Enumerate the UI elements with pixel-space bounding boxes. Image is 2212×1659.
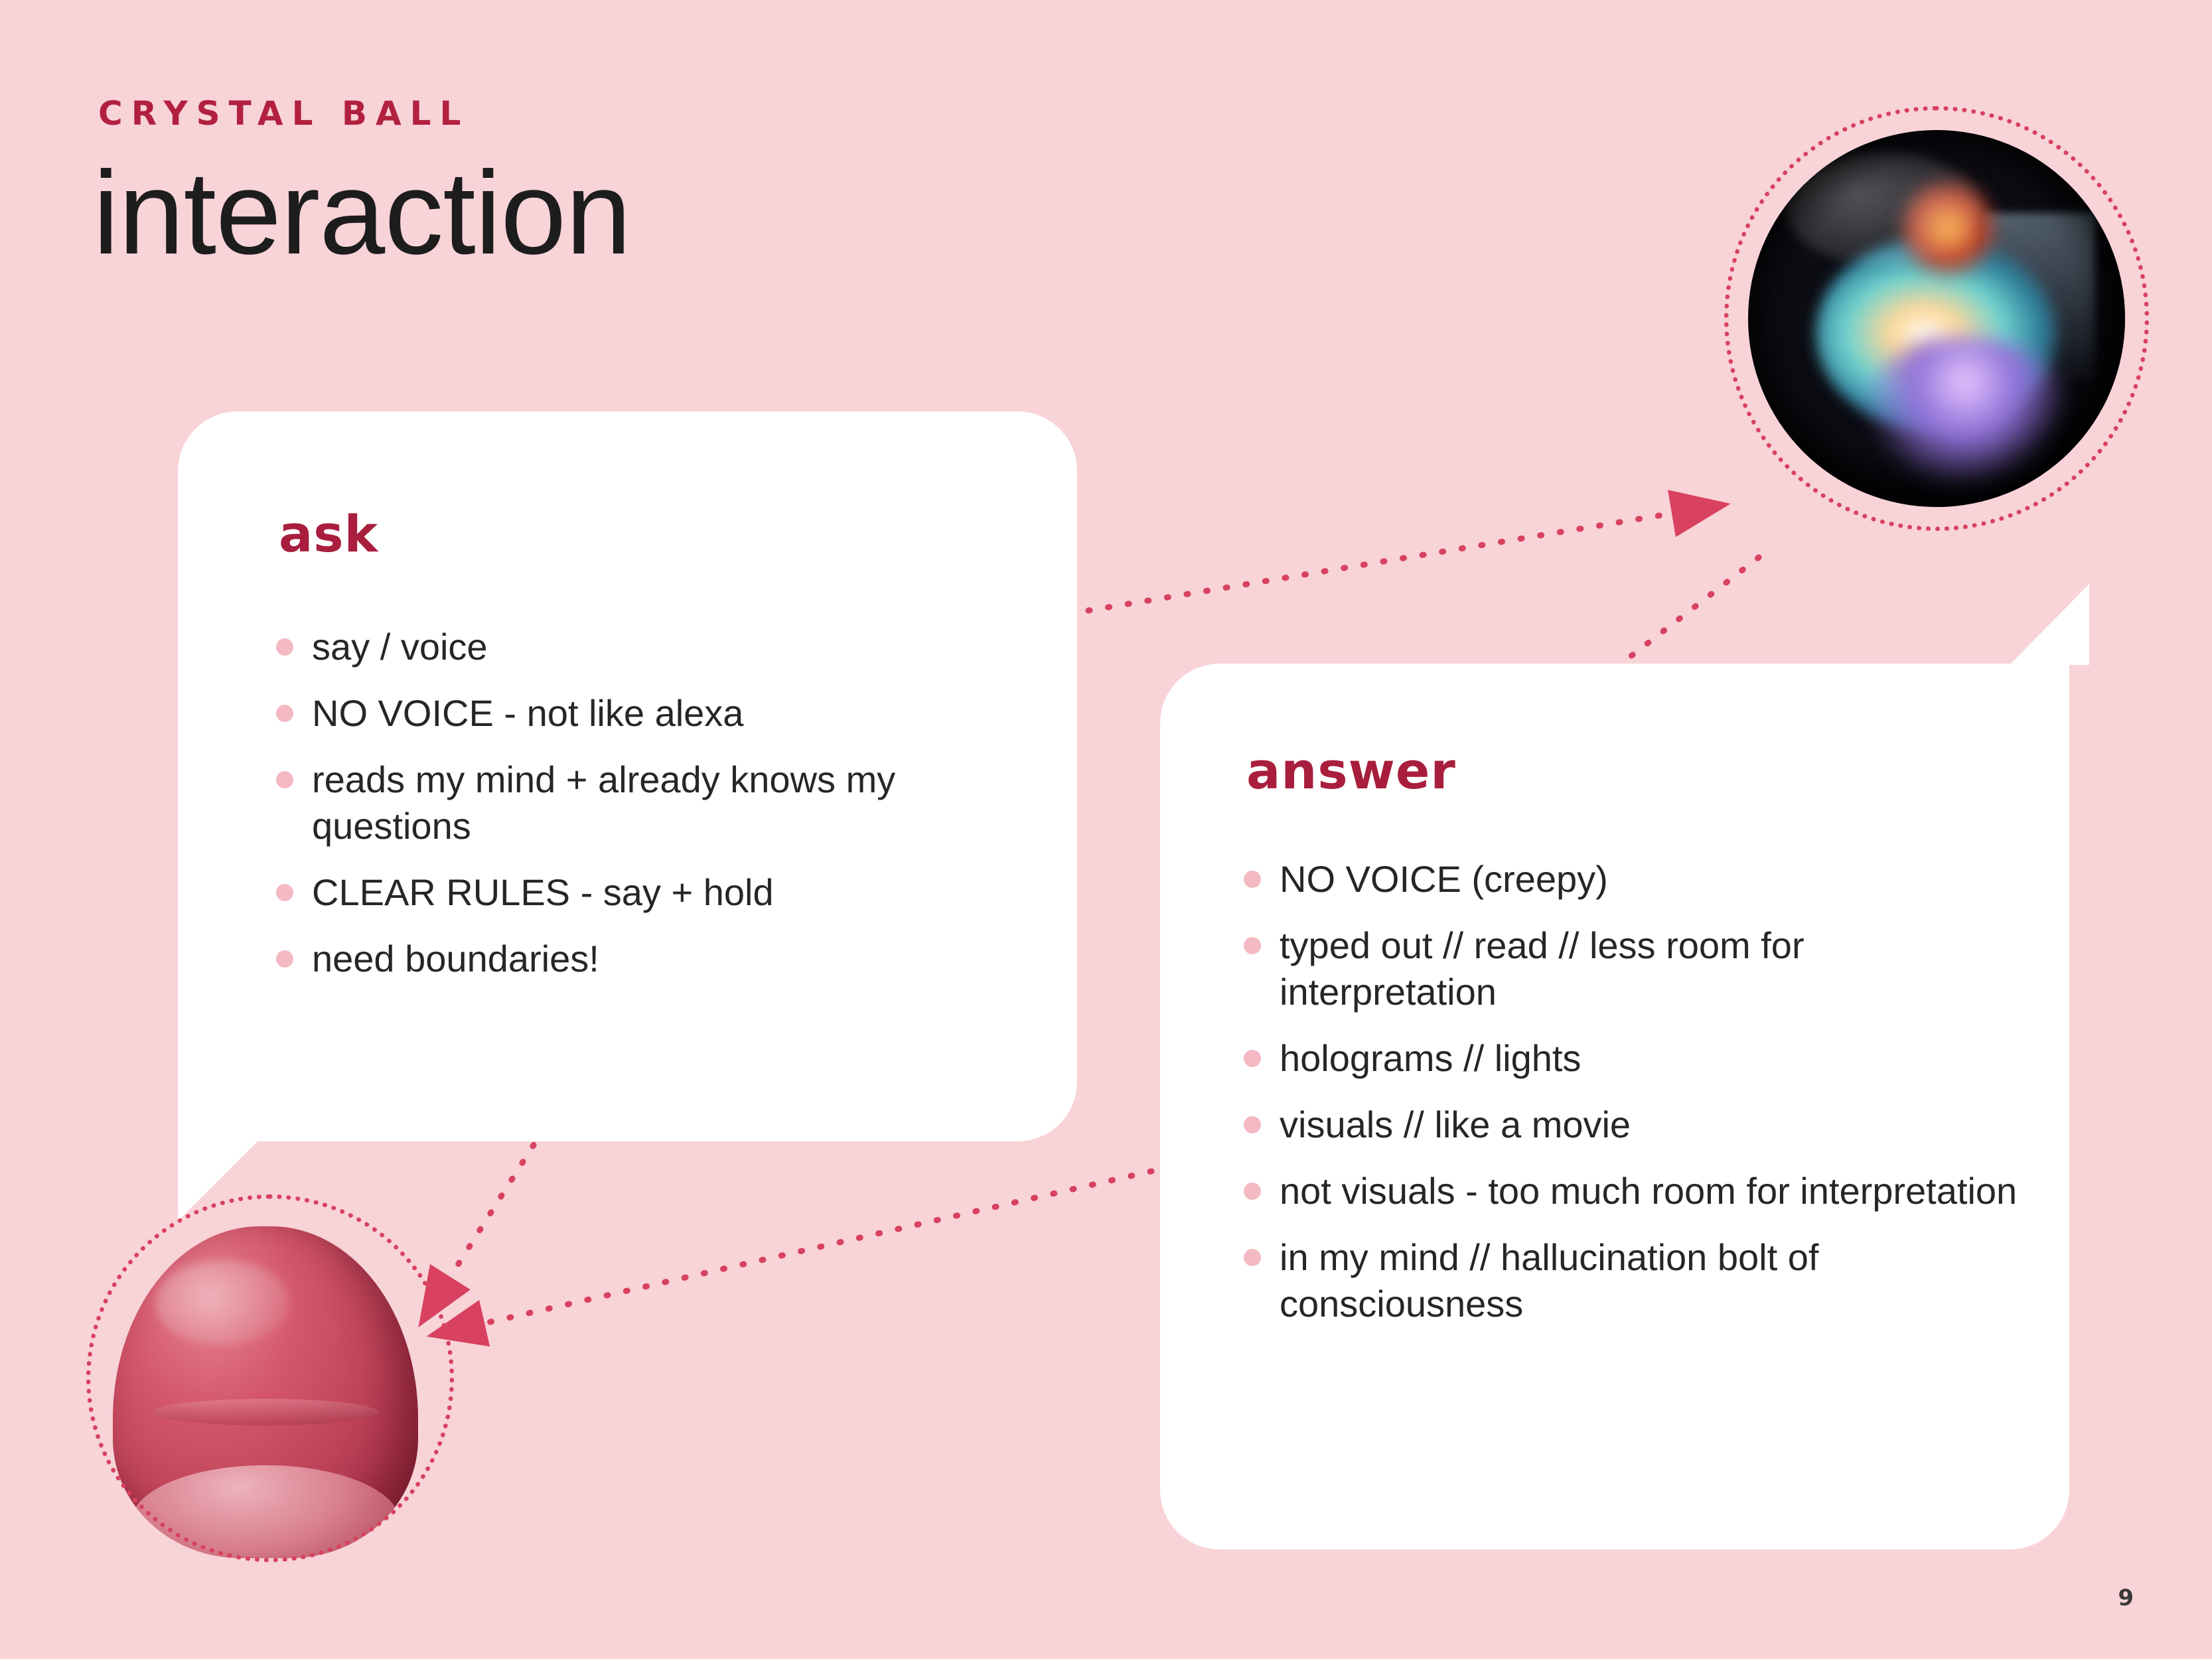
list-item: in my mind // hallucination bolt of consciousness [1238, 1234, 2025, 1327]
red-helmet-photo [86, 1194, 445, 1606]
list-item: NO VOICE - not like alexa [271, 690, 1014, 737]
arrow-ask-to-ball [1088, 506, 1719, 611]
list-item: typed out // read // less room for interpretation [1238, 922, 2025, 1015]
arrow-ball-to-answer [1613, 557, 1759, 670]
list-item: CLEAR RULES - say + hold [271, 869, 1014, 916]
page-title: interaction [93, 147, 631, 279]
ask-card-heading: ask [279, 504, 379, 563]
page-number: 9 [2118, 1585, 2134, 1611]
slide-eyebrow: CRYSTAL BALL [98, 94, 470, 133]
answer-card-heading: answer [1246, 741, 1456, 800]
list-item: not visuals - too much room for interpretation [1238, 1168, 2025, 1214]
list-item: need boundaries! [271, 936, 1014, 982]
list-item: reads my mind + already knows my questions [271, 757, 1014, 849]
answer-bullet-list [1238, 856, 2025, 1347]
answer-card-tail [2010, 584, 2089, 665]
list-item: visuals // like a movie [1238, 1102, 2025, 1148]
dotted-circle-outline [86, 1194, 454, 1562]
crystal-ball-photo [1724, 106, 2149, 531]
list-item: holograms // lights [1238, 1035, 2025, 1082]
ask-bullet-list [271, 624, 1014, 1002]
list-item: NO VOICE (creepy) [1238, 856, 2025, 902]
list-item: say / voice [271, 624, 1014, 670]
arrow-answer-to-helmet [438, 1171, 1151, 1334]
dotted-circle-outline [1724, 106, 2149, 531]
